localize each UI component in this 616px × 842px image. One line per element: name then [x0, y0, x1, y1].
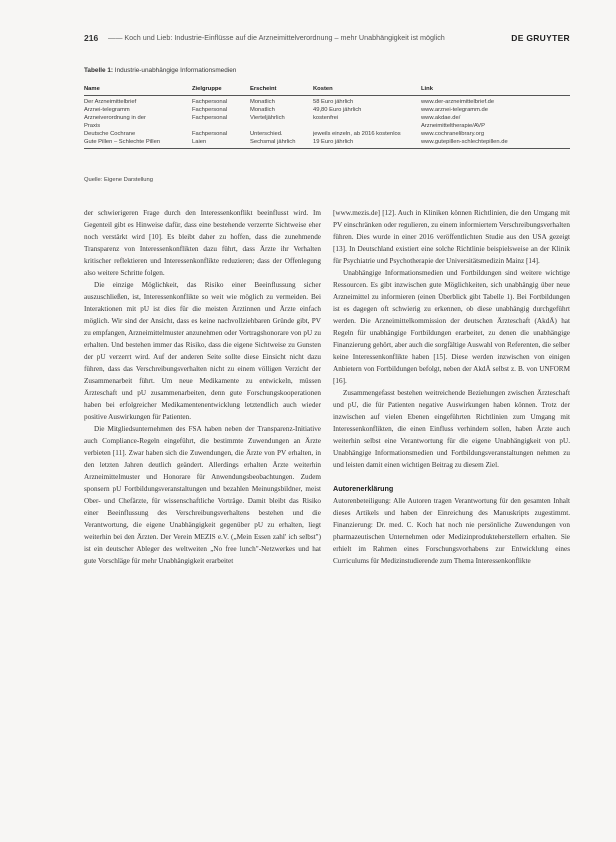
table-header-cell: Link	[421, 84, 570, 96]
table-cell: www.cochranelibrary.org	[421, 131, 485, 137]
table-cell: jeweils einzeln, ab 2016 kostenlos	[313, 131, 401, 137]
table-cell: Praxis	[84, 123, 101, 129]
table-cell: Laien	[192, 138, 250, 149]
section-heading: Autorenerklärung	[333, 484, 394, 493]
table-header-cell: Kosten	[313, 84, 421, 96]
table-header-row	[84, 84, 570, 96]
table-cell: Sechsmal jährlich	[250, 138, 313, 149]
table-cell: Gute Pillen – Schlechte Pillen	[84, 138, 192, 149]
body-paragraph: Unabhängige Informationsmedien und Fortbildungen sind weitere wichtige Ressourcen. Es gibt inzwischen gute Möglichkeiten, sich unabhängig über neue Arzneimittel zu informieren (einen Überblick gibt Tabelle 1). Bei Fortbildungen ist es dagegen oft schwierig zu erkennen, ob diese unabhängig durchgeführt werden. Die Arzneimittelkommission der deutschen Ärzteschaft (AkdÄ) hat Regeln für unabhängige Fortbildungen erarbeitet, zu denen die unabhängige Finanzierung gehört, aber auch die sorgfältige Auswahl von Referenten, die selber keine Interessenkonflikte haben [15]. Diese werden inzwischen von einigen Anbietern von Fortbildungen befolgt, neben der AkdÄ selbst z. B. von UNFORM [16].	[333, 269, 570, 385]
info-media-table	[84, 84, 570, 149]
page-number: 216	[84, 33, 99, 43]
table-caption-text: Industrie-unabhängige Informationsmedien	[114, 67, 237, 74]
table-cell: Fachpersonal	[192, 99, 228, 105]
body-paragraph: Die einzige Möglichkeit, das Risiko einer Beeinflussung sicher auszuschließen, ist, Interessenkonflikte so weit wie möglich zu vermeiden. Bei Interaktionen mit pU ist dies für die meisten Ärztinnen und Ärzte einfach möglich. Wir sind der Ansicht, dass es keine nachvollziehbaren Gründe gibt, PV zu empfangen, Arzneimittelmuster anzunehmen oder Vortragshonorare von pU zu erhalten. Und bestehen immer das Risiko, dass die eigene Sichtweise zu Gunsten der pU verzerrt wird. Auf der anderen Seite sollte diese Einsicht nicht dazu führen, dass das Verschreibungsverhalten nicht zu einem völligen Verzicht der Zusammenarbeit führt. Um neue Medikamente zu entwickeln, müssen Ärzteschaft und pU zusammenarbeiten, denn gute Forschungskooperationen haben bei erfolgreicher Medikamentenentwicklung letztendlich auch wieder positive Auswirkungen für Patienten.	[84, 281, 321, 421]
table-row	[84, 138, 570, 149]
right-text-column	[333, 207, 570, 567]
table-source-note: Quelle: Eigene Darstellung	[84, 177, 153, 183]
body-paragraph: Die Mitgliedsunternehmen des FSA haben neben der Transparenz-Initiative auch Compliance-Regeln eingeführt, die bestimmte Zuwendungen an Ärzte verbieten [11]. Zwar haben sich die Zuwendungen, die Ärzte von PV erhalten, in den letzten Jahren deutlich geändert. Allerdings erhalten Ärzte weiterhin Arzneimittelmuster und Honorare für Anwendungsbeobachtungen. Zudem sponsern pU Fortbildungsveranstaltungen und bezahlen Meinungsbildner, meist Ober- und Chefärzte, für wissenschaftliche Vorträge. Damit bleibt das Risiko einer Beeinflussung des Verschreibungsverhaltens bestehen und die Verantwortung, die eigene Unabhängigkeit gegenüber pU zu erhalten, liegt weiterhin bei den Ärzten. Der Verein MEZIS e.V. („Mein Essen zahl' ich selbst") ist ein deutscher Ableger des weltweiten „No free lunch"-Netzwerkes und hat gute Vorschläge für mehr Unabhängigkeit erarbeitet	[84, 425, 321, 565]
table-cell: Unterschied.	[250, 131, 283, 137]
table-cell	[250, 122, 313, 130]
body-paragraph: Zusammengefasst bestehen weitreichende Beziehungen zwischen Ärzteschaft und pU, die für Patienten negative Auswirkungen haben können. Trotz der inzwischen auf vielen Ebenen eingeführten Richtlinien zum Umgang mit Interessenkonflikten, die einen Einfluss verhindern sollen, haben Ärzte auch weiterhin selbst eine Verantwortung für die eigene Unabhängigkeit von pU. Unabhängige Informationsmedien und Fortbildungsveranstaltungen nehmen zu und leisten damit einen wichtigen Beitrag zu diesem Ziel.	[333, 389, 570, 469]
table-cell: Der Arzneimittelbrief	[84, 99, 137, 105]
table-cell: Vierteljährlich	[250, 115, 285, 121]
table-caption-label: Tabelle 1:	[84, 67, 114, 74]
table-header-cell: Zielgruppe	[192, 84, 250, 96]
table-row	[84, 122, 570, 130]
table-row	[84, 114, 570, 122]
running-header	[84, 32, 570, 44]
table-cell: 58 Euro jährlich	[313, 99, 354, 105]
table-cell: www.der-arzneimittelbrief.de	[421, 99, 495, 105]
table-cell: Arzneimitteltherapie/AVP	[421, 123, 486, 129]
table-cell: Monatlich	[250, 99, 275, 105]
table-cell	[313, 122, 421, 130]
running-title: —— Koch und Lieb: Industrie-Einflüsse auf die Arzneimittelverordnung – mehr Unabhängigkeit ist möglich	[108, 33, 445, 42]
table-cell: 19 Euro jährlich	[313, 138, 421, 149]
body-paragraph: der schwierigeren Frage durch den Interessenkonflikt beeinflusst wird. Im Gegenteil gibt es Hinweise dafür, dass eine bestehende verzerrte Sichtweise eher noch verstärkt wird [10]. Es bleibt daher zu hoffen, dass die zunehmende Transparenz von Interessenkonflikten dazu führt, dass Ärzte ihr Verhalten kritischer reflektieren und Interessenkonflikte reduzieren; dass der Offenlegung also weitere Schritte folgen.	[84, 209, 321, 277]
table-cell: www.arznei-telegramm.de	[421, 107, 489, 113]
table-header-cell: Name	[84, 84, 192, 96]
table-cell	[192, 122, 250, 130]
table-header-cell: Erscheint	[250, 84, 313, 96]
table-cell: Monatlich	[250, 107, 275, 113]
table-cell: Fachpersonal	[192, 131, 228, 137]
table-cell: www.gutepillen-schlechtepillen.de	[421, 138, 570, 149]
table-cell: Arzneiverordnung in der	[84, 115, 146, 121]
table-cell: Deutsche Cochrane	[84, 131, 136, 137]
left-text-column	[84, 207, 321, 567]
publisher-logo: DE GRUYTER	[511, 33, 570, 43]
table-cell: kostenfrei	[313, 115, 339, 121]
table-row	[84, 130, 570, 138]
table-cell: www.akdae.de/	[421, 115, 461, 121]
table-row	[84, 106, 570, 114]
table-row	[84, 96, 570, 107]
table-cell: Arznei-telegramm	[84, 107, 130, 113]
body-paragraph: Autorenbeteiligung: Alle Autoren tragen Verantwortung für den gesamten Inhalt dieses Artikels und haben der Einreichung des Manuskripts zugestimmt. Finanzierung: Dr. med. C. Koch hat noch nie persönliche Zuwendungen von pharmazeutischen Unternehmen oder Medizinprodukteherstellern erhalten. Sie erhielt im Rahmen eines Forschungsvorhabens zur Entwicklung eines Curriculums für Medizinstudierende zum Thema Interessenkonflikte	[333, 497, 570, 565]
table-cell: 49,80 Euro jährlich	[313, 107, 362, 113]
body-paragraph: [www.mezis.de] [12]. Auch in Kliniken können Richtlinien, die den Umgang mit PV einschränken oder regulieren, zu einem informiertem Verschreibungsverhalten führen. Dies wurde in einer 2016 veröffentlichten Studie aus den USA gezeigt [13]. In Deutschland existiert eine solche Richtlinie beispielsweise an der Klinik für Psychiatrie und Psychotherapie der Universitätsmedizin Mainz [14].	[333, 209, 570, 265]
table-cell: Fachpersonal	[192, 115, 228, 121]
table-caption	[84, 67, 236, 74]
table-cell: Fachpersonal	[192, 107, 228, 113]
